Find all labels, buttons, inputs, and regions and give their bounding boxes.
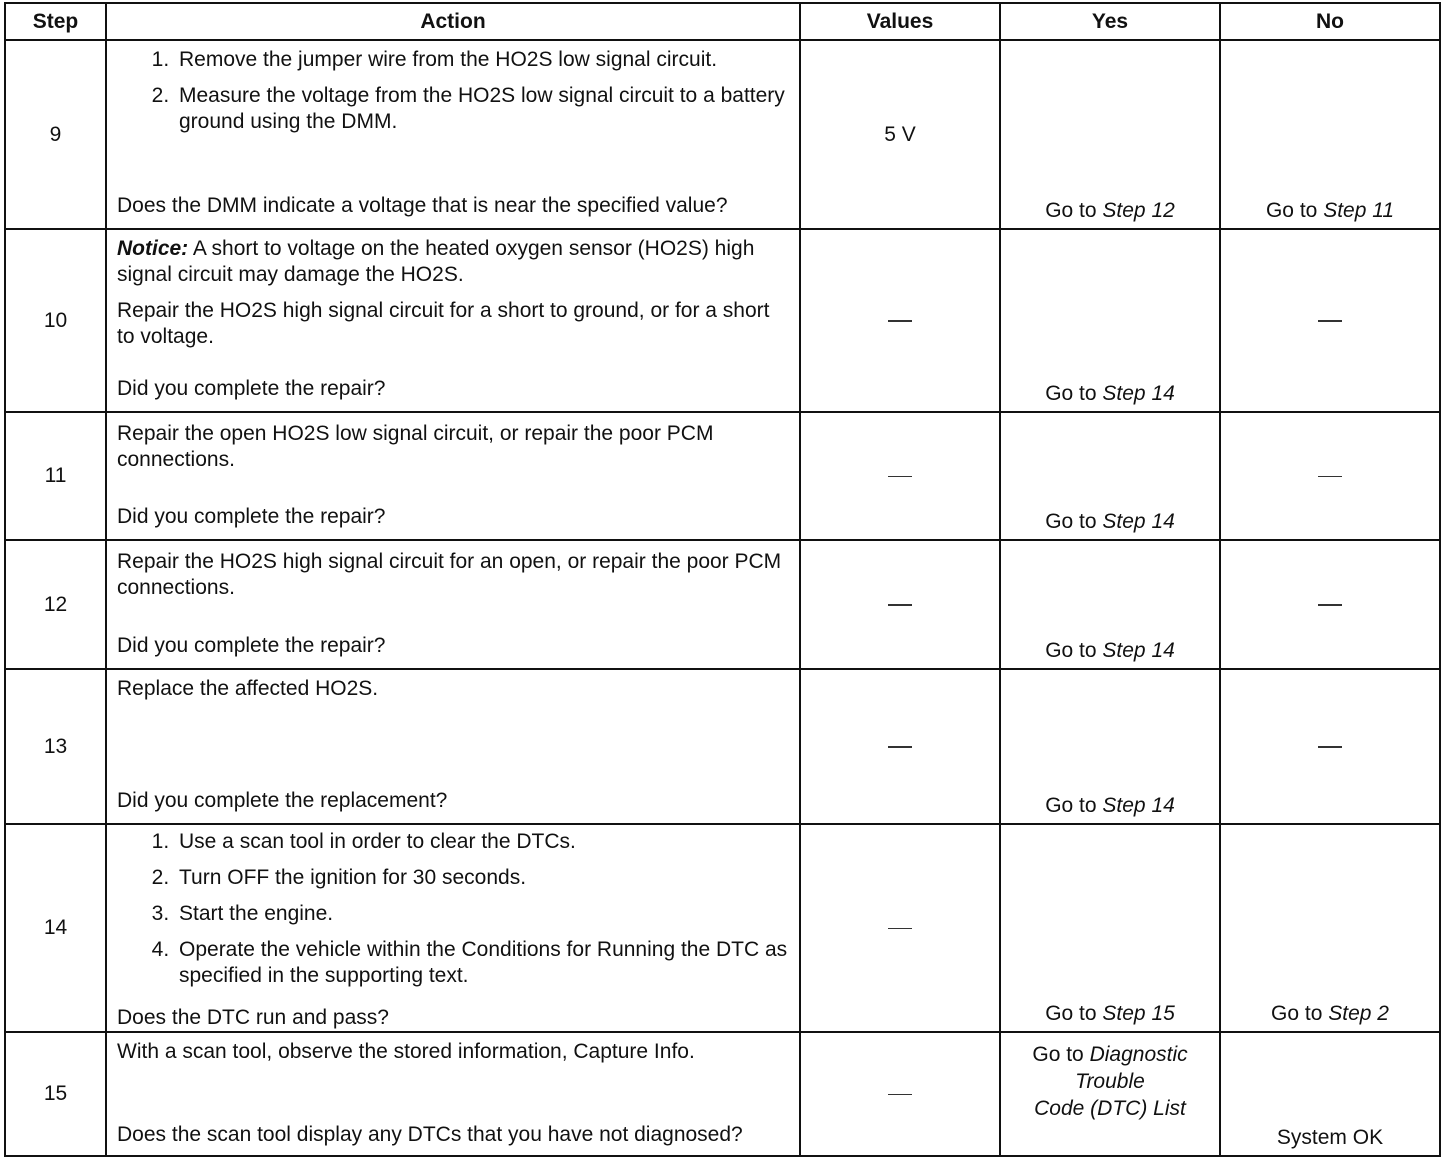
dash-icon (1318, 476, 1342, 478)
no-cell (1220, 540, 1440, 669)
step-link[interactable]: Step 14 (1102, 510, 1175, 533)
value-cell (800, 540, 1000, 669)
notice-text: A short to voltage on the heated oxygen sensor (HO2S) high signal circuit may damage the HO2S. (117, 237, 755, 286)
go-to-label: Go to (1045, 199, 1097, 222)
step-link[interactable]: Step 14 (1102, 639, 1175, 662)
action-item: 4. Operate the vehicle within the Conditions for Running the DTC as specified in the supporting text. (175, 937, 789, 989)
notice-label: Notice: (117, 237, 189, 260)
step-number: 12 (5, 540, 106, 669)
action-cell (106, 412, 800, 540)
yes-cell (1000, 540, 1220, 669)
dash-icon (1318, 604, 1342, 606)
step-number: 13 (5, 669, 106, 824)
dash-icon (888, 476, 912, 478)
action-text: With a scan tool, observe the stored information, Capture Info. (117, 1040, 695, 1063)
header-row (5, 3, 1440, 40)
yes-cell (1000, 412, 1220, 540)
go-to-label: Go to (1045, 639, 1097, 662)
yes-cell (1000, 669, 1220, 824)
header-yes: Yes (1000, 3, 1220, 40)
notice (117, 236, 789, 288)
no-cell (1220, 40, 1440, 229)
action-cell (106, 669, 800, 824)
action-item: 1. Remove the jumper wire from the HO2S low signal circuit. (175, 47, 789, 73)
dash-icon (888, 746, 912, 748)
step-number: 10 (5, 229, 106, 412)
value-cell (800, 1032, 1000, 1156)
header-action: Action (106, 3, 800, 40)
action-cell (106, 1032, 800, 1156)
step-number: 15 (5, 1032, 106, 1156)
dash-icon (888, 604, 912, 606)
action-cell (106, 229, 800, 412)
action-text: Repair the HO2S high signal circuit for an open, or repair the poor PCM connections. (117, 550, 782, 599)
step-row-11 (5, 412, 1440, 540)
dtc-list-link-line3[interactable]: Code (DTC) List (1034, 1097, 1186, 1120)
no-cell (1220, 412, 1440, 540)
step-row-14 (5, 824, 1440, 1032)
action-question: Does the DTC run and pass? (117, 1006, 389, 1029)
dash-icon (1318, 320, 1342, 322)
header-step: Step (5, 3, 106, 40)
go-to-label: Go to (1271, 1002, 1323, 1025)
dash-icon (888, 1094, 912, 1096)
action-cell (106, 40, 800, 229)
action-question: Does the DMM indicate a voltage that is near the specified value? (117, 194, 728, 217)
step-row-15 (5, 1032, 1440, 1156)
action-question: Does the scan tool display any DTCs that you have not diagnosed? (117, 1123, 743, 1146)
action-cell (106, 540, 800, 669)
yes-cell (1000, 1032, 1220, 1156)
dash-icon (888, 320, 912, 322)
value-cell (800, 229, 1000, 412)
header-no: No (1220, 3, 1440, 40)
go-to-label: Go to (1045, 510, 1097, 533)
go-to-label: Go to (1032, 1043, 1084, 1066)
step-link[interactable]: Step 15 (1102, 1002, 1175, 1025)
action-text: Repair the open HO2S low signal circuit, or repair the poor PCM connections. (117, 422, 714, 471)
no-cell (1220, 669, 1440, 824)
step-row-9 (5, 40, 1440, 229)
dash-icon (1318, 746, 1342, 748)
action-text: Replace the affected HO2S. (117, 677, 379, 700)
step-link[interactable]: Step 14 (1102, 382, 1175, 405)
yes-cell (1000, 40, 1220, 229)
action-item: 2. Measure the voltage from the HO2S low signal circuit to a battery ground using the DMM. (175, 83, 789, 135)
action-item: 3. Start the engine. (175, 901, 789, 927)
no-cell (1220, 824, 1440, 1032)
step-row-13 (5, 669, 1440, 824)
value-cell (800, 412, 1000, 540)
step-row-12 (5, 540, 1440, 669)
dash-icon (888, 928, 912, 930)
action-text: Repair the HO2S high signal circuit for a short to ground, or for a short to voltage. (117, 299, 770, 348)
no-cell: System OK (1220, 1032, 1440, 1156)
no-cell (1220, 229, 1440, 412)
go-to-label: Go to (1265, 199, 1318, 222)
action-cell (106, 824, 800, 1032)
header-values: Values (800, 3, 1000, 40)
action-question: Did you complete the repair? (117, 505, 386, 528)
step-row-10 (5, 229, 1440, 412)
value-cell (800, 669, 1000, 824)
action-question: Did you complete the repair? (117, 377, 386, 400)
value-cell: 5 V (800, 40, 1000, 229)
step-link[interactable]: Step 2 (1328, 1002, 1389, 1025)
step-link[interactable]: Step 12 (1102, 199, 1175, 222)
action-item: 1. Use a scan tool in order to clear the DTCs. (175, 829, 789, 855)
go-to-label: Go to (1045, 794, 1097, 817)
value-cell (800, 824, 1000, 1032)
yes-cell (1000, 824, 1220, 1032)
step-link[interactable]: Step 14 (1102, 794, 1175, 817)
step-number: 11 (5, 412, 106, 540)
step-number: 14 (5, 824, 106, 1032)
yes-cell (1000, 229, 1220, 412)
action-question: Did you complete the replacement? (117, 789, 448, 812)
go-to-label: Go to (1045, 1002, 1097, 1025)
diagnostic-table (4, 2, 1441, 1157)
dtc-list-link-line1[interactable]: Diagnostic (1089, 1043, 1188, 1066)
step-number: 9 (5, 40, 106, 229)
go-to-label: Go to (1045, 382, 1097, 405)
action-item: 2. Turn OFF the ignition for 30 seconds. (175, 865, 789, 891)
dtc-list-link-line2[interactable]: Trouble (1075, 1070, 1145, 1093)
action-question: Did you complete the repair? (117, 634, 386, 657)
step-link[interactable]: Step 11 (1323, 199, 1395, 222)
